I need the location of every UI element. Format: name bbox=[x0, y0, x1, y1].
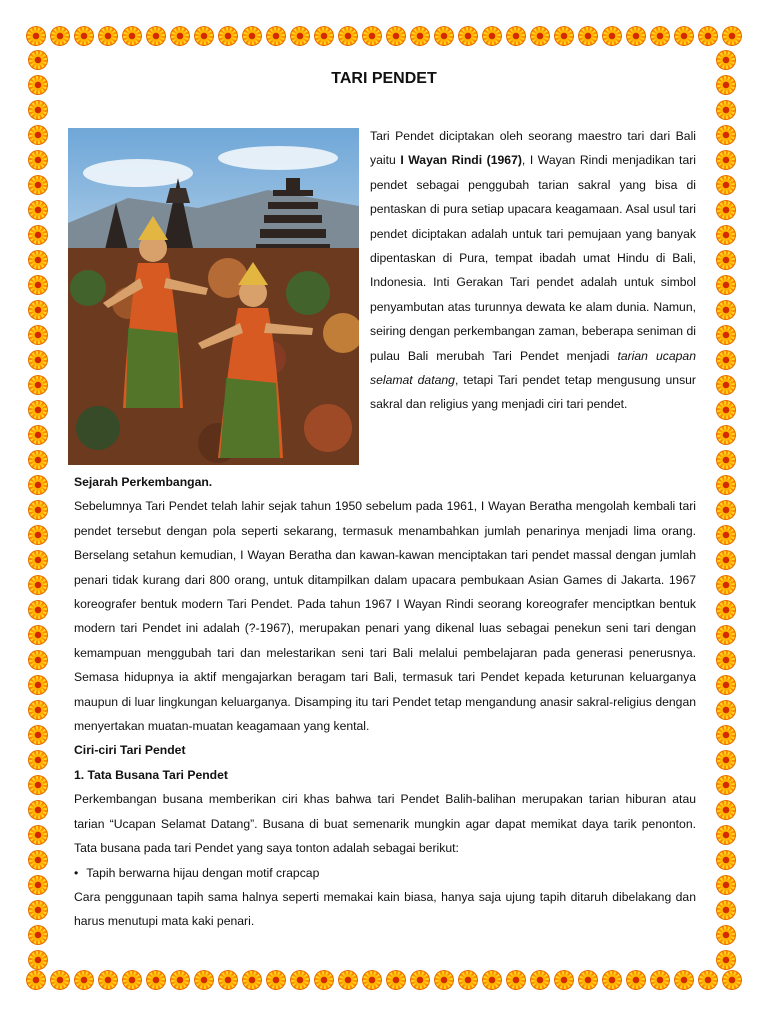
tapih-paragraph: Cara penggunaan tapih sama halnya seperti memakai kain biasa, hanya saja ujung tapih ditaruh dibelakang dan harus menutupi mata kaki penari. bbox=[74, 889, 696, 929]
sun-flower-icon bbox=[716, 750, 736, 770]
sun-flower-icon bbox=[28, 125, 48, 145]
sun-flower-icon bbox=[716, 425, 736, 445]
sun-flower-icon bbox=[716, 700, 736, 720]
sun-flower-icon bbox=[626, 970, 646, 990]
sun-flower-icon bbox=[290, 970, 310, 990]
sun-flower-icon bbox=[28, 375, 48, 395]
sun-flower-icon bbox=[28, 100, 48, 120]
sun-flower-icon bbox=[434, 970, 454, 990]
sun-flower-icon bbox=[716, 875, 736, 895]
sun-flower-icon bbox=[98, 26, 118, 46]
sun-flower-icon bbox=[716, 950, 736, 970]
sun-flower-icon bbox=[28, 775, 48, 795]
sun-flower-icon bbox=[28, 900, 48, 920]
sun-flower-icon bbox=[194, 970, 214, 990]
sun-flower-icon bbox=[362, 970, 382, 990]
sun-flower-icon bbox=[28, 800, 48, 820]
sun-flower-icon bbox=[554, 970, 574, 990]
sun-flower-icon bbox=[28, 675, 48, 695]
sun-flower-icon bbox=[28, 300, 48, 320]
sun-flower-icon bbox=[458, 970, 478, 990]
sun-flower-icon bbox=[28, 875, 48, 895]
sun-flower-icon bbox=[410, 970, 430, 990]
sun-flower-icon bbox=[28, 50, 48, 70]
sun-flower-icon bbox=[716, 775, 736, 795]
sun-flower-icon bbox=[722, 26, 742, 46]
sun-flower-icon bbox=[410, 26, 430, 46]
sun-flower-icon bbox=[716, 600, 736, 620]
sun-flower-icon bbox=[482, 970, 502, 990]
sun-flower-icon bbox=[434, 26, 454, 46]
sun-flower-icon bbox=[28, 325, 48, 345]
sun-flower-icon bbox=[28, 700, 48, 720]
busana-paragraph: Perkembangan busana memberikan ciri khas bahwa tari Pendet Balih-balihan merupakan tarian hiburan atau tarian “Ucapan Selamat Datang”. Busana di buat semenarik mungkin agar dapat memikat daya tarik penonton. Tata busana pada tari Pendet yang saya tonton adalah sebagai berikut: bbox=[74, 792, 696, 856]
sun-flower-icon bbox=[578, 970, 598, 990]
sun-flower-icon bbox=[28, 175, 48, 195]
sun-flower-icon bbox=[506, 26, 526, 46]
sun-flower-icon bbox=[28, 525, 48, 545]
sun-flower-icon bbox=[650, 26, 670, 46]
sun-flower-icon bbox=[716, 325, 736, 345]
sun-flower-icon bbox=[218, 26, 238, 46]
sun-flower-icon bbox=[482, 26, 502, 46]
sejarah-paragraph: Sebelumnya Tari Pendet telah lahir sejak tahun 1950 sebelum pada 1961, I Wayan Beratha mengolah kembali tari pendet tersebut dengan pola seperti sekarang, termasuk menambahkan jumlah penarinya menjadi lima orang. Berselang setahun kemudian, I Wayan Beratha dan kawan-kawan menciptakan tari pendet massal dengan jumlah penari tidak kurang dari 800 orang, untuk ditampilkan dalam upacara pembukaan Asian Games di Jakarta. 1967 koreografer bentuk modern Tari Pendet. Pada tahun 1967 I Wayan Rindi seorang koreografer menciptkan bentuk modern tari Pendet ini adalah (?-1967), merupakan penari yang dikenal luas sebagai penekun seni tari dengan kemampuan menggubah tari dan melestarikan seni tari Bali melalui pembelajaran pada generasi penerusnya. Semasa hidupnya ia aktif mengajarkan beragam tari Bali, termasuk tari Pendet kepada keturunan keluarganya maupun di luar lingkungan keluarganya. Disamping itu tari Pendet tetap mengandung anasir sakral-religius dengan menyertakan muatan-muatan keagamaan yang kental. bbox=[74, 499, 696, 734]
border-left bbox=[28, 50, 52, 970]
sun-flower-icon bbox=[716, 550, 736, 570]
sun-flower-icon bbox=[28, 200, 48, 220]
sun-flower-icon bbox=[28, 150, 48, 170]
sun-flower-icon bbox=[554, 26, 574, 46]
sun-flower-icon bbox=[290, 26, 310, 46]
sun-flower-icon bbox=[28, 750, 48, 770]
sun-flower-icon bbox=[716, 575, 736, 595]
sun-flower-icon bbox=[602, 970, 622, 990]
sun-flower-icon bbox=[716, 925, 736, 945]
sun-flower-icon bbox=[716, 475, 736, 495]
sun-flower-icon bbox=[716, 275, 736, 295]
sun-flower-icon bbox=[458, 26, 478, 46]
sun-flower-icon bbox=[716, 250, 736, 270]
sun-flower-icon bbox=[716, 50, 736, 70]
sun-flower-icon bbox=[28, 225, 48, 245]
sun-flower-icon bbox=[26, 26, 46, 46]
sun-flower-icon bbox=[716, 350, 736, 370]
sun-flower-icon bbox=[698, 26, 718, 46]
sun-flower-icon bbox=[98, 970, 118, 990]
sun-flower-icon bbox=[716, 650, 736, 670]
pendet-dancers-photo bbox=[68, 128, 359, 465]
intro-text-1: Tari Pendet diciptakan oleh seorang maestro tari dari Bali yaitu bbox=[370, 129, 696, 168]
sun-flower-icon bbox=[28, 400, 48, 420]
sejarah-heading: Sejarah Perkembangan. bbox=[74, 475, 213, 489]
page-title: TARI PENDET bbox=[331, 70, 437, 87]
sun-flower-icon bbox=[602, 26, 622, 46]
sun-flower-icon bbox=[716, 375, 736, 395]
sun-flower-icon bbox=[146, 26, 166, 46]
sun-flower-icon bbox=[28, 500, 48, 520]
sun-flower-icon bbox=[716, 500, 736, 520]
sun-flower-icon bbox=[28, 275, 48, 295]
sun-flower-icon bbox=[674, 970, 694, 990]
sun-flower-icon bbox=[716, 200, 736, 220]
sun-flower-icon bbox=[218, 970, 238, 990]
sun-flower-icon bbox=[716, 825, 736, 845]
sun-flower-icon bbox=[74, 26, 94, 46]
sun-flower-icon bbox=[28, 425, 48, 445]
sun-flower-icon bbox=[716, 900, 736, 920]
sun-flower-icon bbox=[716, 850, 736, 870]
sun-flower-icon bbox=[362, 26, 382, 46]
sun-flower-icon bbox=[28, 725, 48, 745]
sun-flower-icon bbox=[28, 450, 48, 470]
sun-flower-icon bbox=[716, 175, 736, 195]
tata-busana-subheading: 1. Tata Busana Tari Pendet bbox=[74, 767, 228, 782]
sun-flower-icon bbox=[170, 970, 190, 990]
sun-flower-icon bbox=[716, 125, 736, 145]
sun-flower-icon bbox=[716, 100, 736, 120]
sun-flower-icon bbox=[722, 970, 742, 990]
border-right bbox=[716, 50, 740, 970]
sun-flower-icon bbox=[578, 26, 598, 46]
sun-flower-icon bbox=[242, 26, 262, 46]
sun-flower-icon bbox=[716, 800, 736, 820]
sun-flower-icon bbox=[194, 26, 214, 46]
sun-flower-icon bbox=[506, 970, 526, 990]
intro-bold-name: I Wayan Rindi (1967) bbox=[400, 153, 522, 168]
border-bottom bbox=[26, 970, 742, 994]
sun-flower-icon bbox=[50, 26, 70, 46]
intro-text-2: , I Wayan Rindi menjadikan tari pendet sebagai penggubah tarian sakral yang bisa di pentaskan di pura setiap upacara keagamaan. Asal usul tari pendet diciptakan adalah untuk tari pemujaan yang banyak dipentaskan di Pura, tempat ibadah umat Hindu di Bali, Indonesia. Inti Gerakan Tari pendet adalah untuk simbol penyambutan atas turunnya dewata ke alam dunia. Namun, seiring dengan perkembangan zaman, beberapa seniman di pulau Bali merubah Tari Pendet menjadi bbox=[370, 153, 696, 363]
sun-flower-icon bbox=[266, 26, 286, 46]
bullet-text: Tapih berwarna hijau dengan motif crapcap bbox=[86, 865, 320, 880]
ciri-heading: Ciri-ciri Tari Pendet bbox=[74, 743, 186, 758]
intro-paragraph bbox=[370, 124, 696, 417]
sun-flower-icon bbox=[28, 600, 48, 620]
sun-flower-icon bbox=[28, 350, 48, 370]
sun-flower-icon bbox=[716, 300, 736, 320]
sun-flower-icon bbox=[122, 970, 142, 990]
sun-flower-icon bbox=[74, 970, 94, 990]
sun-flower-icon bbox=[28, 650, 48, 670]
sun-flower-icon bbox=[242, 970, 262, 990]
sun-flower-icon bbox=[146, 970, 166, 990]
sun-flower-icon bbox=[28, 850, 48, 870]
sun-flower-icon bbox=[266, 970, 286, 990]
sun-flower-icon bbox=[28, 475, 48, 495]
sun-flower-icon bbox=[28, 825, 48, 845]
sun-flower-icon bbox=[28, 925, 48, 945]
sun-flower-icon bbox=[314, 970, 334, 990]
sun-flower-icon bbox=[716, 725, 736, 745]
sun-flower-icon bbox=[716, 450, 736, 470]
sun-flower-icon bbox=[122, 26, 142, 46]
sun-flower-icon bbox=[698, 970, 718, 990]
sun-flower-icon bbox=[28, 250, 48, 270]
sun-flower-icon bbox=[530, 970, 550, 990]
sun-flower-icon bbox=[28, 575, 48, 595]
sun-flower-icon bbox=[716, 525, 736, 545]
sun-flower-icon bbox=[626, 26, 646, 46]
sun-flower-icon bbox=[386, 970, 406, 990]
intro-text-3: , tetapi Tari pendet tetap mengusung unsur sakral dan religius yang menjadi ciri tari pendet. bbox=[370, 373, 696, 412]
sun-flower-icon bbox=[28, 625, 48, 645]
sun-flower-icon bbox=[716, 625, 736, 645]
sun-flower-icon bbox=[28, 950, 48, 970]
sun-flower-icon bbox=[650, 970, 670, 990]
border-top bbox=[26, 26, 742, 50]
sun-flower-icon bbox=[26, 970, 46, 990]
sun-flower-icon bbox=[338, 26, 358, 46]
sun-flower-icon bbox=[28, 550, 48, 570]
sun-flower-icon bbox=[314, 26, 334, 46]
sun-flower-icon bbox=[716, 225, 736, 245]
main-body bbox=[74, 470, 696, 934]
intro-italic-phrase: tarian ucapan selamat datang bbox=[370, 348, 696, 388]
bullet-item-tapih bbox=[74, 861, 696, 885]
sun-flower-icon bbox=[716, 400, 736, 420]
sun-flower-icon bbox=[338, 970, 358, 990]
sun-flower-icon bbox=[50, 970, 70, 990]
sun-flower-icon bbox=[716, 675, 736, 695]
sun-flower-icon bbox=[386, 26, 406, 46]
sun-flower-icon bbox=[170, 26, 190, 46]
sun-flower-icon bbox=[530, 26, 550, 46]
sun-flower-icon bbox=[674, 26, 694, 46]
sun-flower-icon bbox=[716, 150, 736, 170]
